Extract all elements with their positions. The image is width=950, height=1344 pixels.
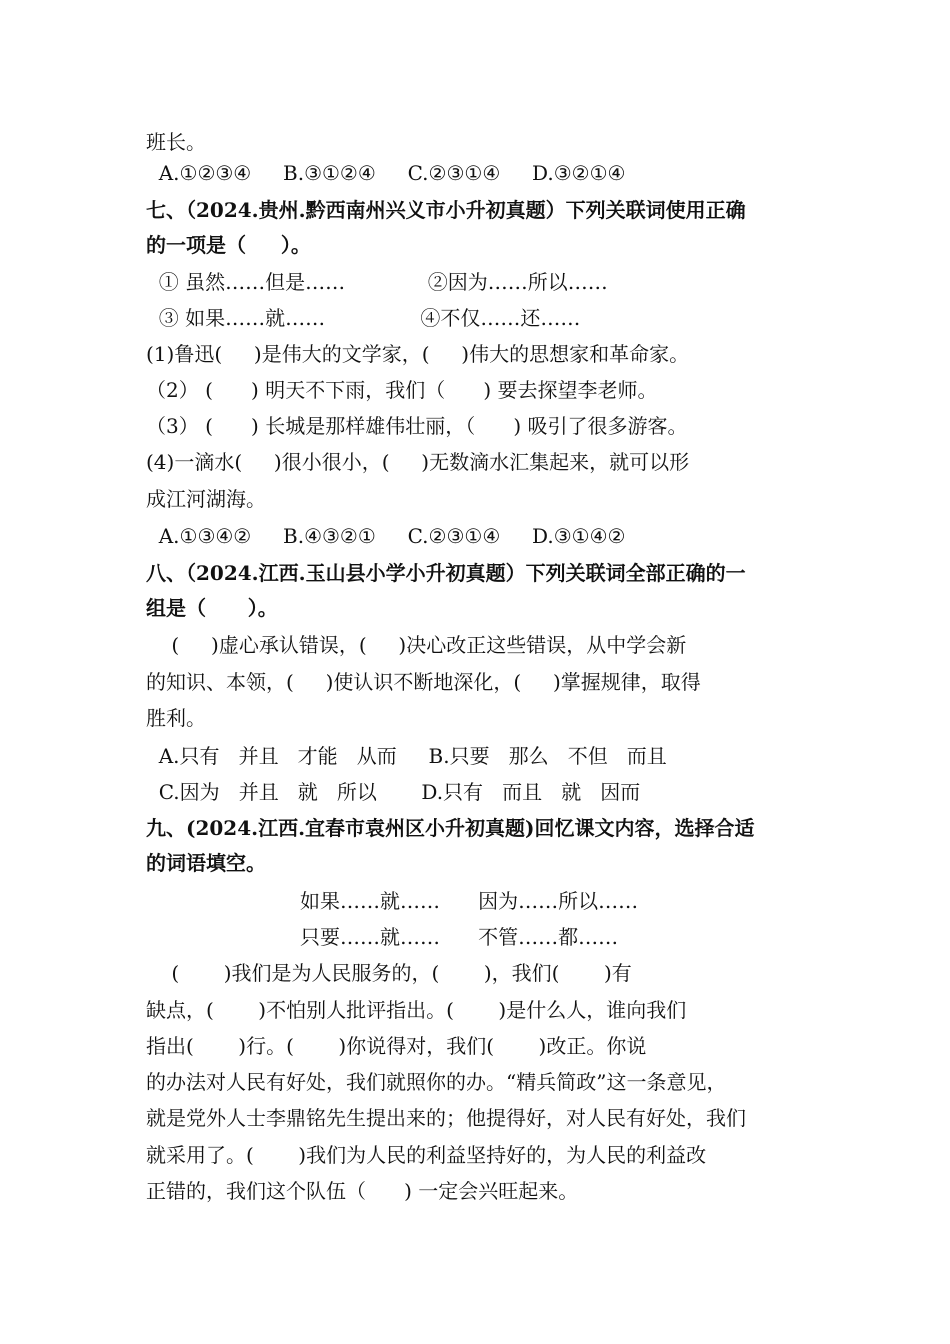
- text-line: 的知识、本领，( )使认识不断地深化，( )掌握规律，取得: [146, 670, 701, 694]
- text-line: 指出( )行。( )你说得对，我们( )改正。你说: [146, 1034, 647, 1058]
- text-line: ① 虽然……但是…… ②因为……所以……: [146, 270, 608, 294]
- question-heading: 九、(2024.江西.宜春市袁州区小升初真题)回忆课文内容，选择合适: [146, 816, 755, 840]
- text-line: 就采用了。( )我们为人民的利益坚持好的，为人民的利益改: [146, 1143, 707, 1167]
- text-line: 班长。: [146, 130, 206, 154]
- question-heading: 的一项是（ ）。: [146, 233, 311, 257]
- question-heading: 组是（ ）。: [146, 596, 278, 620]
- options-line: A.①②③④ B.③①②④ C.②③①④ D.③②①④: [146, 161, 626, 185]
- options-line: A.①③④② B.④③②① C.②③①④ D.③①④②: [146, 524, 626, 548]
- text-line: 成江河湖海。: [146, 487, 266, 511]
- text-line: 就是党外人士李鼎铭先生提出来的；他提得好，对人民有好处，我们: [146, 1106, 746, 1130]
- text-line: ③ 如果……就…… ④不仅……还……: [146, 306, 581, 330]
- options-line: C.因为 并且 就 所以 D.只有 而且 就 因而: [146, 780, 641, 804]
- question-heading: 的词语填空。: [146, 851, 266, 875]
- text-line: （3） ( ) 长城是那样雄伟壮丽，（ ) 吸引了很多游客。: [146, 414, 688, 438]
- text-line: ( )虚心承认错误，( )决心改正这些错误，从中学会新: [146, 633, 687, 657]
- word-choice-line: 只要……就…… 不管……都……: [300, 925, 619, 949]
- text-line: (1)鲁迅( )是伟大的文学家，( )伟大的思想家和革命家。: [146, 342, 690, 366]
- question-heading: 八、（2024.江西.玉山县小学小升初真题）下列关联词全部正确的一: [146, 561, 746, 585]
- options-line: A.只有 并且 才能 从而 B.只要 那么 不但 而且: [146, 744, 667, 768]
- text-line: 正错的，我们这个队伍（ ) 一定会兴旺起来。: [146, 1179, 579, 1203]
- text-line: 缺点，( )不怕别人批评指出。( )是什么人，谁向我们: [146, 998, 687, 1022]
- text-line: (4)一滴水( )很小很小，( )无数滴水汇集起来，就可以形: [146, 450, 690, 474]
- text-line: （2） ( ) 明天不下雨，我们（ ) 要去探望李老师。: [146, 378, 658, 402]
- text-line: 的办法对人民有好处，我们就照你的办。“精兵简政”这一条意见，: [146, 1070, 727, 1094]
- question-heading: 七、（2024.贵州.黔西南州兴义市小升初真题）下列关联词使用正确: [146, 198, 746, 222]
- text-line: ( )我们是为人民服务的，( )，我们( )有: [146, 961, 632, 985]
- word-choice-line: 如果……就…… 因为……所以……: [300, 889, 639, 913]
- text-line: 胜利。: [146, 706, 206, 730]
